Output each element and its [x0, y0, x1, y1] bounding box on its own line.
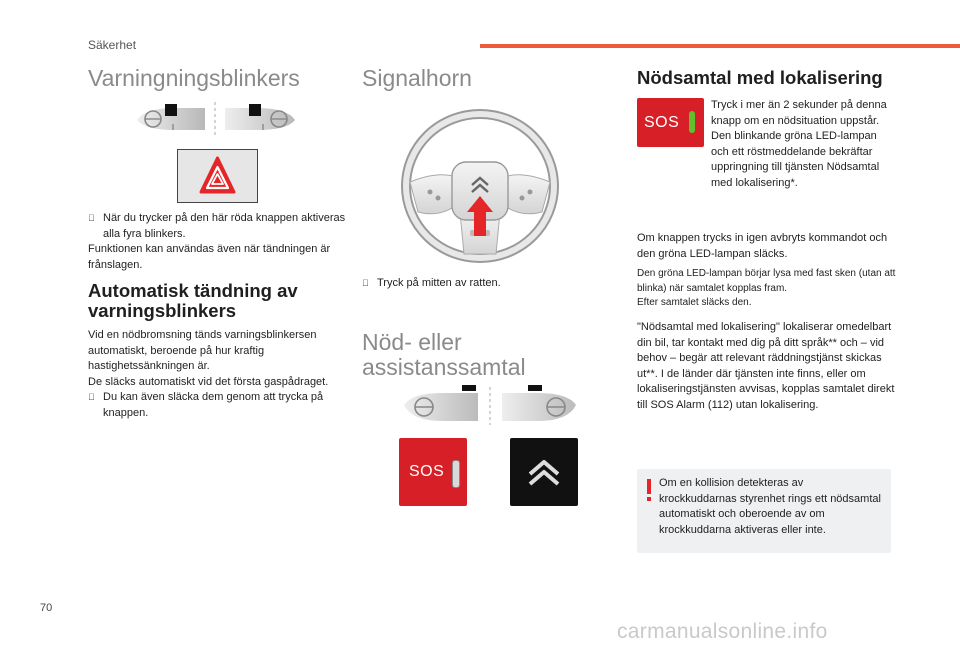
hazard-triangle-icon	[178, 150, 257, 202]
brand-chevron-icon	[510, 438, 578, 506]
page-number: 70	[40, 602, 53, 614]
auto-hazard-bullet-text: Du kan även släcka dem genom att trycka på knappen.	[103, 391, 324, 419]
hazard-note-text: Funktionen kan användas även när tändningen är frånslagen.	[88, 243, 331, 271]
warning-exclamation-icon	[645, 479, 653, 501]
steering-wheel-illustration	[400, 108, 560, 265]
auto-hazard-text-2: De släcks automatiskt vid det första gaspådraget.	[88, 375, 329, 388]
collision-note-text: Om en kollision detekteras av krockkuddarnas styrenhet rings ett nödsamtal automatiskt och oberoende av om krockkuddarna aktiveras eller inte.	[659, 477, 881, 536]
watermark: carmanualsonline.info	[617, 620, 828, 643]
horn-bullet-text: Tryck på mitten av ratten.	[377, 277, 501, 289]
localization-text: "Nödsamtal med lokalisering" lokaliserar omedelbart din bil, tar kontakt med dig på ditt språk** och – vid behov – begär att relevant räddningstjänst skickas ut**. I de länder där tjänsten inte finns, eller om lokaliseringstjänsten avvisas, kopplas samtalet direkt till SOS Alarm (112) utan lokalisering.	[637, 321, 895, 411]
hazard-button	[177, 149, 258, 203]
cancel-call-text: Om knappen trycks in igen avbryts kommandot och den gröna LED-lampan släcks.	[637, 232, 888, 260]
dashboard-illustration	[135, 100, 297, 138]
section-label: Säkerhet	[88, 38, 137, 52]
emergency-call-title: Nöd- eller assistanssamtal	[362, 329, 526, 381]
led-steady-text: Den gröna LED-lampan börjar lysa med fast sken (utan att blinka) när samtalet kopplas fram.	[637, 268, 896, 294]
led-indicator	[452, 460, 460, 488]
bullet-marker	[88, 211, 103, 242]
bullet-marker	[88, 390, 103, 421]
led-off-text: Efter samtalet släcks den.	[637, 297, 752, 308]
auto-hazard-title: Automatisk tändning av varningsblinkers	[88, 280, 298, 322]
sos-button-localized	[637, 98, 704, 147]
assistance-button	[510, 438, 578, 506]
sos-label: SOS	[409, 463, 445, 480]
horn-title: Signalhorn	[362, 65, 472, 91]
sos-label: SOS	[644, 114, 680, 131]
collision-note-box	[637, 469, 891, 553]
led-green-indicator	[689, 111, 695, 133]
bullet-marker	[362, 276, 377, 292]
roof-console-illustration	[402, 383, 578, 429]
auto-hazard-text-1: Vid en nödbromsning tänds varningsblinkersen automatiskt, beroende på hur kraftig hastighetssänkningen är.	[88, 329, 317, 372]
sos-press-text: Tryck i mer än 2 sekunder på denna knapp om en nödsituation uppstår.	[711, 99, 887, 127]
accent-bar	[480, 44, 960, 48]
sos-led-text: Den blinkande gröna LED-lampan och ett röstmeddelande bekräftar uppringning till tjänsten Nödsamtal med lokalisering*.	[711, 130, 880, 189]
sos-button	[399, 438, 467, 506]
hazard-bullet-text: När du trycker på den här röda knappen aktiveras alla fyra blinkers.	[103, 212, 346, 240]
hazard-lights-title: Varningningsblinkers	[88, 65, 300, 91]
localized-call-title: Nödsamtal med lokalisering	[637, 67, 883, 88]
